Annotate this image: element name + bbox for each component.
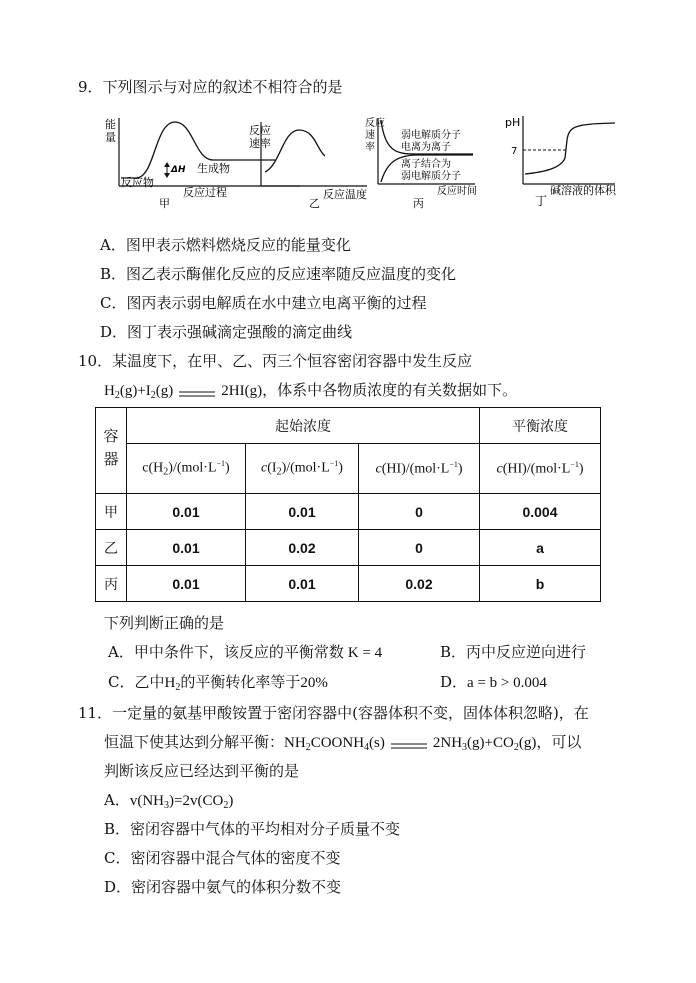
q11-option-c: C．密闭容器中混合气体的密度不变 <box>104 849 341 867</box>
bing-curve2-b: 弱电解质分子 <box>401 171 461 182</box>
graph-yi <box>249 122 367 210</box>
table-row <box>96 494 601 530</box>
jia-product: 生成物 <box>197 162 230 175</box>
header-c-hi-eq: $c(HI)/(mol\cdot L^{-1})$ <box>480 444 601 494</box>
jia-ylabel-2: 量 <box>105 131 116 144</box>
bing-curve2-a: 离子结合为 <box>401 159 451 170</box>
q10-option-a: A．甲中条件下，该反应的平衡常数 K = 4 <box>108 643 383 661</box>
jia-name: 甲 <box>159 197 170 210</box>
bing-ylabel-1: 反应 <box>365 118 385 129</box>
cell-h2: 0.01 <box>127 494 246 530</box>
bing-ylabel-2: 速 <box>365 130 375 141</box>
jia-ylabel-1: 能 <box>105 118 116 131</box>
bing-xlabel: 反应时间 <box>437 186 477 197</box>
table-start-header: 起始浓度 <box>127 408 480 444</box>
row-name: 乙 <box>96 530 127 566</box>
cell-i2: 0.01 <box>246 494 359 530</box>
ding-name: 丁 <box>535 194 548 208</box>
q10-equation: $H_2(g)+I_2(g)$ 2HI(g)，体系中各物质浓度的有关数据如下。 <box>104 383 518 401</box>
bing-curve1-a: 弱电解质分子 <box>401 130 461 141</box>
q10-prompt: 下列判断正确的是 <box>104 614 225 632</box>
table-eq-header: 平衡浓度 <box>480 408 601 444</box>
cell-hi: 0 <box>359 494 480 530</box>
header-c-i2: $c(I_2)/(mol\cdot L^{-1})$ <box>246 444 359 494</box>
bing-name: 丙 <box>413 197 424 210</box>
q9-title: 9．下列图示与对应的叙述不相符合的是 <box>78 78 343 96</box>
yi-name: 乙 <box>309 197 320 210</box>
bing-ylabel-3: 率 <box>365 142 375 153</box>
table-row <box>96 566 601 602</box>
header-c-h2: $c(H_2)/(mol\cdot L^{-1})$ <box>127 444 246 494</box>
q10-eq-suffix: ，体系中各物质浓度的有关数据如下。 <box>262 383 518 399</box>
row-name: 丙 <box>96 566 127 602</box>
cell-eq: a <box>480 530 601 566</box>
header-c-hi: $c(HI)/(mol\cdot L^{-1})$ <box>359 444 480 494</box>
yi-ylabel-1: 反应 <box>249 124 271 137</box>
q9-option-d: D．图丁表示强碱滴定强酸的滴定曲线 <box>100 323 353 341</box>
table-container-header: 容器 <box>96 408 127 494</box>
q9-option-c: C．图丙表示弱电解质在水中建立电离平衡的过程 <box>100 294 427 312</box>
q11-line-2: 恒温下使其达到分解平衡：$NH_2COONH_4(s)$ $2NH_3(g)+CO_2(g)$，可以 <box>104 733 582 753</box>
q11-option-a: A．$v(NH_3)=2v(CO_2)$ <box>104 791 234 811</box>
q10-option-d: D．a = b > 0.004 <box>440 673 547 691</box>
cell-h2: 0.01 <box>127 566 246 602</box>
q11-option-d: D．密闭容器中氨气的体积分数不变 <box>104 878 342 896</box>
cell-eq: 0.004 <box>480 494 601 530</box>
jia-reactant: 反应物 <box>121 176 154 189</box>
q9-option-a: A．图甲表示燃料燃烧反应的能量变化 <box>100 236 351 254</box>
q9-graphs <box>95 110 655 212</box>
table-row <box>96 530 601 566</box>
ding-xlabel: 碱溶液的体积 <box>550 184 616 197</box>
graph-bing <box>365 116 477 210</box>
cell-eq: b <box>480 566 601 602</box>
cell-i2: 0.01 <box>246 566 359 602</box>
q10-table <box>95 407 601 602</box>
jia-xlabel: 反应过程 <box>183 186 227 199</box>
jia-dh: ΔH <box>171 165 186 175</box>
q10-option-b: B．丙中反应逆向进行 <box>440 643 587 661</box>
bing-curve1-b: 电离为离子 <box>401 142 451 153</box>
row-name: 甲 <box>96 494 127 530</box>
ding-ylabel: pH <box>505 116 521 129</box>
q11-line-3: 判断该反应已经达到平衡的是 <box>104 762 300 780</box>
yi-ylabel-2: 速率 <box>249 137 271 150</box>
cell-hi: 0.02 <box>359 566 480 602</box>
graph-ding <box>505 116 617 208</box>
cell-i2: 0.02 <box>246 530 359 566</box>
q10-option-c: C．乙中$H_2$的平衡转化率等于20% <box>108 673 328 693</box>
q11-line-1: 11．一定量的氨基甲酸铵置于密闭容器中(容器体积不变，固体体积忽略)，在 <box>78 704 589 722</box>
q9-option-b: B．图乙表示酶催化反应的反应速率随反应温度的变化 <box>100 265 457 283</box>
yi-xlabel: 反应温度 <box>323 188 367 201</box>
cell-hi: 0 <box>359 530 480 566</box>
ding-seven: 7 <box>511 146 518 157</box>
cell-h2: 0.01 <box>127 530 246 566</box>
q10-title: 10．某温度下，在甲、乙、丙三个恒容密闭容器中发生反应 <box>78 352 473 370</box>
q11-option-b: B．密闭容器中气体的平均相对分子质量不变 <box>104 820 401 838</box>
